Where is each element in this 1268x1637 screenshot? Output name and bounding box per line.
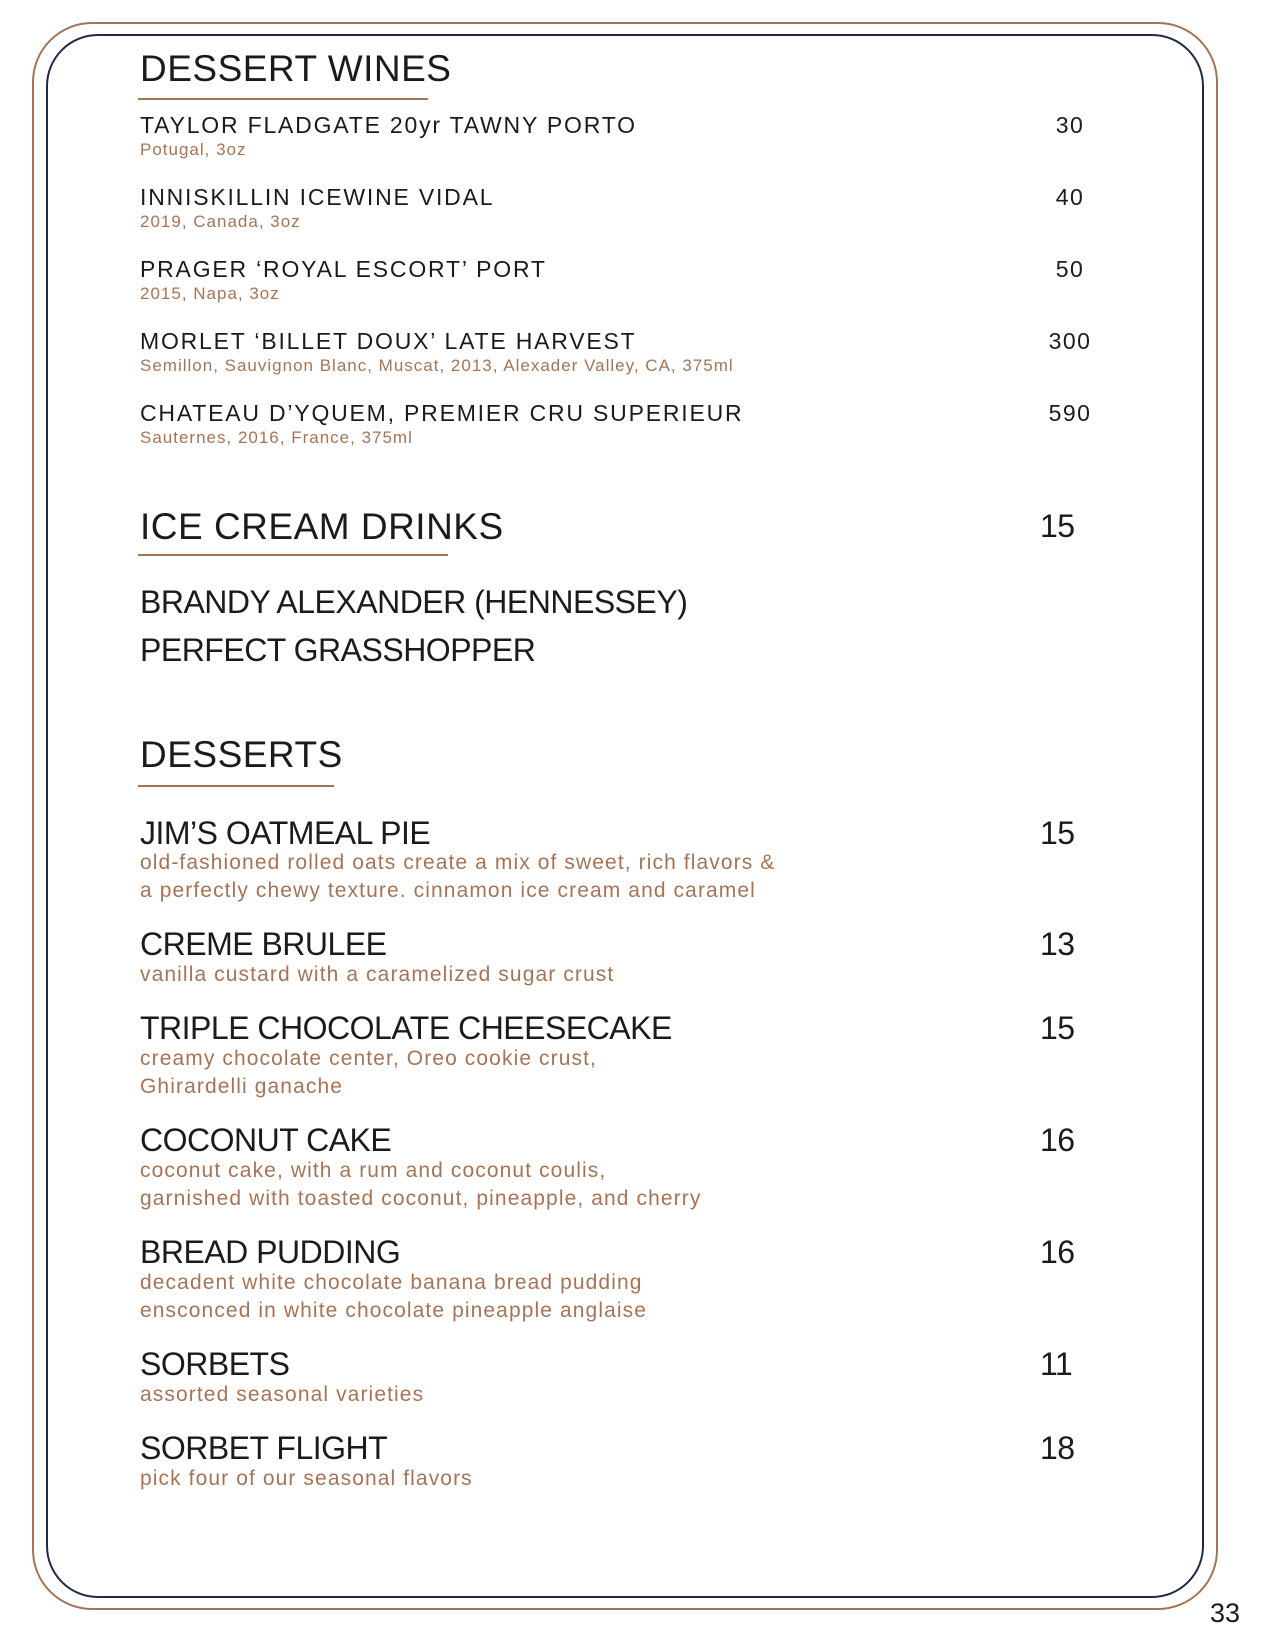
dessert-desc: creamy chocolate center, Oreo cookie crust, <box>140 1047 597 1070</box>
wine-name: CHATEAU D’YQUEM, PREMIER CRU SUPERIEUR <box>140 400 744 426</box>
desserts-underline <box>138 785 334 787</box>
dessert-desc: coconut cake, with a rum and coconut coulis, <box>140 1159 607 1182</box>
dessert-price: 11 <box>1040 1346 1073 1382</box>
dessert-price: 16 <box>1040 1122 1075 1158</box>
wine-desc: 2019, Canada, 3oz <box>140 212 301 231</box>
dessert-price: 18 <box>1040 1430 1075 1466</box>
desserts-heading: DESSERTS <box>140 734 343 775</box>
dessert-desc: a perfectly chewy texture. cinnamon ice cream and caramel <box>140 879 756 902</box>
wine-name: INNISKILLIN ICEWINE VIDAL <box>140 184 495 210</box>
wine-name: PRAGER ‘ROYAL ESCORT’ PORT <box>140 256 547 282</box>
dessert-name: TRIPLE CHOCOLATE CHEESECAKE <box>140 1010 672 1046</box>
dessert-name: COCONUT CAKE <box>140 1122 392 1158</box>
ice-cream-drinks-heading: ICE CREAM DRINKS <box>140 506 504 547</box>
page-number: 33 <box>1209 1598 1240 1628</box>
dessert-price: 13 <box>1040 926 1075 962</box>
ice-cream-drinks-underline <box>138 554 448 556</box>
dessert-desc: assorted seasonal varieties <box>140 1383 425 1406</box>
wine-desc: Sauternes, 2016, France, 375ml <box>140 428 413 447</box>
dessert-price: 15 <box>1040 1010 1075 1046</box>
wine-desc: Potugal, 3oz <box>140 140 247 159</box>
wine-price: 590 <box>1048 400 1092 426</box>
dessert-desc: vanilla custard with a caramelized sugar crust <box>140 963 615 986</box>
wine-price: 300 <box>1048 328 1092 354</box>
dessert-wines-heading: DESSERT WINES <box>140 48 452 89</box>
drink-item: BRANDY ALEXANDER (HENNESSEY) <box>140 584 688 620</box>
dessert-price: 16 <box>1040 1234 1075 1270</box>
wine-name: MORLET ‘BILLET DOUX’ LATE HARVEST <box>140 328 637 354</box>
dessert-desc: old-fashioned rolled oats create a mix of sweet, rich flavors & <box>140 851 776 874</box>
dessert-name: JIM’S OATMEAL PIE <box>140 815 431 851</box>
ice-cream-drinks-price: 15 <box>1040 508 1075 544</box>
dessert-desc: pick four of our seasonal flavors <box>140 1467 473 1490</box>
wine-desc: 2015, Napa, 3oz <box>140 284 280 303</box>
wine-name: TAYLOR FLADGATE 20yr TAWNY PORTO <box>140 112 637 138</box>
dessert-name: SORBET FLIGHT <box>140 1430 388 1466</box>
dessert-price: 15 <box>1040 815 1075 851</box>
dessert-name: CREME BRULEE <box>140 926 387 962</box>
wine-price: 30 <box>1055 112 1085 138</box>
drink-item: PERFECT GRASSHOPPER <box>140 632 536 668</box>
dessert-desc: decadent white chocolate banana bread pudding <box>140 1271 643 1294</box>
dessert-desc: ensconced in white chocolate pineapple anglaise <box>140 1299 648 1322</box>
dessert-name: SORBETS <box>140 1346 290 1382</box>
dessert-name: BREAD PUDDING <box>140 1234 401 1270</box>
dessert-desc: Ghirardelli ganache <box>140 1075 344 1098</box>
wine-price: 50 <box>1055 256 1085 282</box>
dessert-wines-underline <box>138 98 428 100</box>
wine-price: 40 <box>1055 184 1085 210</box>
wine-desc: Semillon, Sauvignon Blanc, Muscat, 2013, Alexader Valley, CA, 375ml <box>140 356 734 375</box>
dessert-desc: garnished with toasted coconut, pineapple, and cherry <box>140 1187 702 1210</box>
